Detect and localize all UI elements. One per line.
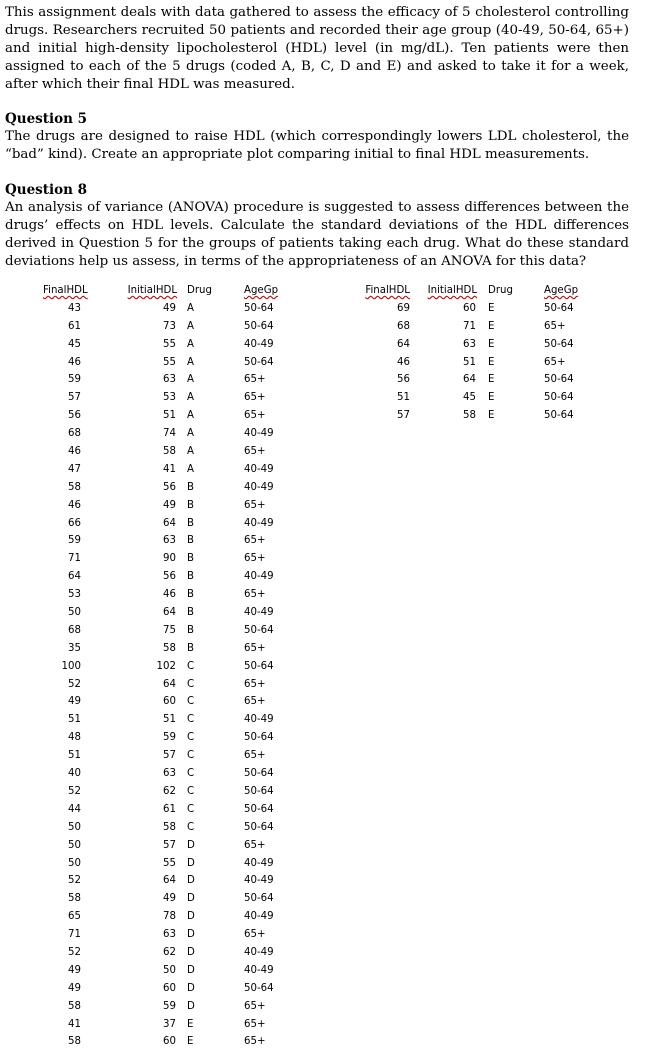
cell-agegp: 40-49 [244, 481, 274, 493]
cell-drug: D [187, 946, 195, 958]
cell-finalhdl: 68 [68, 428, 81, 440]
cell-agegp: 65+ [544, 320, 566, 332]
table-row [0, 303, 330, 321]
cell-initialhdl: 51 [163, 714, 176, 726]
cell-initialhdl: 64 [163, 678, 176, 690]
table-row [0, 321, 330, 339]
table-header [330, 285, 646, 303]
cell-drug: B [187, 642, 194, 654]
cell-drug: B [187, 571, 194, 583]
cell-finalhdl: 65 [68, 911, 81, 923]
cell-initialhdl: 63 [463, 338, 476, 350]
cell-drug: C [187, 750, 195, 762]
cell-finalhdl: 56 [68, 410, 81, 422]
table-row [330, 357, 646, 375]
table-row [0, 786, 330, 804]
cell-drug: E [488, 410, 495, 422]
cell-finalhdl: 46 [68, 446, 81, 458]
cell-initialhdl: 37 [163, 1018, 176, 1030]
header-drug: Drug [488, 285, 513, 296]
cell-agegp: 65+ [244, 535, 266, 547]
cell-drug: C [187, 714, 195, 726]
cell-agegp: 50-64 [244, 732, 274, 744]
table-row [0, 357, 330, 375]
left-data-table [0, 285, 330, 1054]
cell-drug: B [187, 607, 194, 619]
cell-drug: E [488, 356, 495, 368]
table-row [0, 625, 330, 643]
cell-agegp: 50-64 [544, 374, 574, 386]
table-row [0, 374, 330, 392]
cell-agegp: 50-64 [244, 302, 274, 314]
cell-initialhdl: 60 [163, 696, 176, 708]
table-row [0, 392, 330, 410]
table-row [0, 464, 330, 482]
cell-finalhdl: 66 [68, 517, 81, 529]
cell-agegp: 40-49 [244, 428, 274, 440]
cell-finalhdl: 68 [397, 320, 410, 332]
cell-agegp: 50-64 [544, 410, 574, 422]
cell-finalhdl: 52 [68, 946, 81, 958]
cell-drug: E [187, 1036, 194, 1048]
cell-finalhdl: 58 [68, 481, 81, 493]
cell-drug: A [187, 428, 194, 440]
cell-agegp: 40-49 [244, 571, 274, 583]
cell-initialhdl: 61 [163, 803, 176, 815]
right-data-table [330, 285, 646, 428]
cell-finalhdl: 43 [68, 302, 81, 314]
header-agegp: AgeGp [544, 285, 579, 296]
cell-agegp: 65+ [244, 499, 266, 511]
cell-initialhdl: 57 [163, 839, 176, 851]
header-finalhdl: FinalHDL [43, 285, 88, 296]
cell-finalhdl: 46 [68, 499, 81, 511]
cell-initialhdl: 75 [163, 624, 176, 636]
cell-initialhdl: 45 [463, 392, 476, 404]
cell-initialhdl: 90 [163, 553, 176, 565]
cell-initialhdl: 102 [156, 660, 176, 672]
cell-finalhdl: 58 [68, 1000, 81, 1012]
cell-agegp: 40-49 [244, 517, 274, 529]
cell-drug: D [187, 1000, 195, 1012]
cell-agegp: 40-49 [244, 875, 274, 887]
table-row [0, 983, 330, 1001]
table-row [0, 643, 330, 661]
cell-finalhdl: 50 [68, 821, 81, 833]
cell-finalhdl: 52 [68, 785, 81, 797]
cell-finalhdl: 49 [68, 696, 81, 708]
cell-agegp: 50-64 [244, 893, 274, 905]
table-row [0, 911, 330, 929]
cell-drug: A [187, 446, 194, 458]
left-table-body [0, 303, 330, 1054]
cell-initialhdl: 64 [163, 517, 176, 529]
cell-agegp: 50-64 [244, 624, 274, 636]
cell-agegp: 65+ [244, 446, 266, 458]
cell-drug: B [187, 535, 194, 547]
cell-initialhdl: 41 [163, 463, 176, 475]
cell-finalhdl: 50 [68, 839, 81, 851]
cell-initialhdl: 63 [163, 535, 176, 547]
cell-finalhdl: 41 [68, 1018, 81, 1030]
cell-finalhdl: 51 [68, 750, 81, 762]
cell-drug: D [187, 893, 195, 905]
question-5-heading: Question 5 [5, 111, 88, 127]
cell-finalhdl: 71 [68, 929, 81, 941]
cell-agegp: 50-64 [544, 338, 574, 350]
table-row [0, 607, 330, 625]
table-row [0, 500, 330, 518]
table-row [330, 374, 646, 392]
cell-finalhdl: 57 [68, 392, 81, 404]
cell-agegp: 65+ [244, 642, 266, 654]
cell-agegp: 50-64 [244, 785, 274, 797]
cell-agegp: 65+ [244, 410, 266, 422]
cell-finalhdl: 46 [397, 356, 410, 368]
table-row [330, 321, 646, 339]
cell-drug: E [488, 374, 495, 386]
cell-initialhdl: 59 [163, 732, 176, 744]
cell-agegp: 65+ [244, 1000, 266, 1012]
cell-initialhdl: 58 [163, 446, 176, 458]
cell-finalhdl: 52 [68, 678, 81, 690]
cell-drug: C [187, 821, 195, 833]
cell-initialhdl: 60 [163, 982, 176, 994]
table-row [0, 714, 330, 732]
header-initialhdl: InitialHDL [427, 285, 477, 296]
table-row [0, 696, 330, 714]
cell-drug: D [187, 839, 195, 851]
cell-finalhdl: 56 [397, 374, 410, 386]
cell-finalhdl: 69 [397, 302, 410, 314]
table-row [0, 518, 330, 536]
cell-agegp: 40-49 [244, 338, 274, 350]
cell-agegp: 50-64 [544, 392, 574, 404]
cell-initialhdl: 64 [463, 374, 476, 386]
cell-finalhdl: 49 [68, 964, 81, 976]
table-row [0, 804, 330, 822]
header-finalhdl: FinalHDL [365, 285, 410, 296]
cell-agegp: 65+ [244, 589, 266, 601]
header-drug: Drug [187, 285, 212, 296]
cell-drug: D [187, 964, 195, 976]
cell-drug: D [187, 911, 195, 923]
cell-finalhdl: 57 [397, 410, 410, 422]
cell-finalhdl: 71 [68, 553, 81, 565]
cell-drug: B [187, 481, 194, 493]
cell-initialhdl: 64 [163, 607, 176, 619]
cell-finalhdl: 68 [68, 624, 81, 636]
cell-drug: C [187, 660, 195, 672]
table-row [0, 1019, 330, 1037]
cell-initialhdl: 56 [163, 481, 176, 493]
right-table-body [330, 303, 646, 428]
cell-agegp: 50-64 [244, 821, 274, 833]
cell-initialhdl: 49 [163, 893, 176, 905]
table-row [0, 571, 330, 589]
cell-finalhdl: 45 [68, 338, 81, 350]
cell-initialhdl: 55 [163, 356, 176, 368]
cell-initialhdl: 59 [163, 1000, 176, 1012]
table-row [330, 410, 646, 428]
cell-finalhdl: 50 [68, 857, 81, 869]
cell-finalhdl: 50 [68, 607, 81, 619]
table-row [0, 947, 330, 965]
cell-finalhdl: 53 [68, 589, 81, 601]
cell-agegp: 40-49 [244, 946, 274, 958]
cell-initialhdl: 62 [163, 946, 176, 958]
cell-drug: A [187, 374, 194, 386]
cell-drug: D [187, 875, 195, 887]
table-row [330, 339, 646, 357]
cell-finalhdl: 46 [68, 356, 81, 368]
table-row [0, 893, 330, 911]
cell-agegp: 65+ [244, 553, 266, 565]
table-row [0, 1036, 330, 1054]
header-agegp: AgeGp [244, 285, 279, 296]
cell-initialhdl: 71 [463, 320, 476, 332]
cell-drug: A [187, 302, 194, 314]
cell-finalhdl: 48 [68, 732, 81, 744]
table-row [330, 392, 646, 410]
cell-drug: C [187, 785, 195, 797]
cell-agegp: 50-64 [544, 302, 574, 314]
cell-drug: D [187, 982, 195, 994]
cell-agegp: 65+ [244, 750, 266, 762]
cell-finalhdl: 51 [397, 392, 410, 404]
cell-initialhdl: 60 [463, 302, 476, 314]
cell-drug: D [187, 857, 195, 869]
cell-drug: A [187, 356, 194, 368]
cell-drug: C [187, 803, 195, 815]
cell-agegp: 65+ [244, 678, 266, 690]
cell-drug: E [488, 320, 495, 332]
cell-agegp: 40-49 [244, 964, 274, 976]
cell-agegp: 40-49 [244, 463, 274, 475]
cell-initialhdl: 74 [163, 428, 176, 440]
cell-finalhdl: 59 [68, 535, 81, 547]
cell-finalhdl: 58 [68, 893, 81, 905]
cell-initialhdl: 55 [163, 338, 176, 350]
cell-agegp: 40-49 [244, 857, 274, 869]
cell-agegp: 40-49 [244, 714, 274, 726]
cell-finalhdl: 52 [68, 875, 81, 887]
table-row [0, 482, 330, 500]
cell-drug: D [187, 929, 195, 941]
cell-finalhdl: 59 [68, 374, 81, 386]
table-row [0, 965, 330, 983]
cell-agegp: 65+ [244, 374, 266, 386]
cell-drug: B [187, 499, 194, 511]
cell-initialhdl: 64 [163, 875, 176, 887]
cell-agegp: 65+ [244, 839, 266, 851]
cell-drug: C [187, 678, 195, 690]
cell-initialhdl: 53 [163, 392, 176, 404]
cell-initialhdl: 78 [163, 911, 176, 923]
cell-drug: B [187, 624, 194, 636]
table-row [0, 535, 330, 553]
table-row [0, 750, 330, 768]
table-row [0, 858, 330, 876]
cell-finalhdl: 64 [68, 571, 81, 583]
cell-agegp: 65+ [244, 929, 266, 941]
table-row [0, 768, 330, 786]
cell-initialhdl: 58 [163, 642, 176, 654]
table-row [0, 1001, 330, 1019]
cell-agegp: 50-64 [244, 803, 274, 815]
table-row [0, 732, 330, 750]
table-row [0, 553, 330, 571]
cell-agegp: 50-64 [244, 768, 274, 780]
cell-finalhdl: 44 [68, 803, 81, 815]
table-row [0, 589, 330, 607]
question-8-heading: Question 8 [5, 182, 88, 198]
cell-initialhdl: 51 [463, 356, 476, 368]
cell-finalhdl: 51 [68, 714, 81, 726]
cell-drug: C [187, 768, 195, 780]
cell-drug: C [187, 696, 195, 708]
cell-initialhdl: 55 [163, 857, 176, 869]
table-row [0, 428, 330, 446]
cell-initialhdl: 49 [163, 499, 176, 511]
cell-initialhdl: 57 [163, 750, 176, 762]
cell-initialhdl: 63 [163, 768, 176, 780]
cell-initialhdl: 49 [163, 302, 176, 314]
cell-initialhdl: 58 [163, 821, 176, 833]
cell-finalhdl: 61 [68, 320, 81, 332]
table-row [0, 840, 330, 858]
cell-drug: A [187, 463, 194, 475]
cell-drug: A [187, 338, 194, 350]
cell-agegp: 50-64 [244, 660, 274, 672]
cell-finalhdl: 49 [68, 982, 81, 994]
question-8-text: An analysis of variance (ANOVA) procedure is suggested to assess differences between the drugs’ effects on HDL levels. Calculate the standard deviations of the HDL differences derived in Question 5 for the groups of patients taking each drug. What do these standard deviations help us assess, in terms of the appropriateness of an ANOVA for this data? [5, 200, 629, 269]
table-row [0, 339, 330, 357]
table-row [0, 446, 330, 464]
cell-drug: A [187, 410, 194, 422]
cell-agegp: 50-64 [244, 320, 274, 332]
cell-initialhdl: 50 [163, 964, 176, 976]
cell-drug: A [187, 392, 194, 404]
table-row [0, 679, 330, 697]
cell-drug: B [187, 553, 194, 565]
cell-drug: E [488, 392, 495, 404]
cell-drug: C [187, 732, 195, 744]
question-5-text: The drugs are designed to raise HDL (which correspondingly lowers LDL cholesterol, the “bad” kind). Create an appropriate plot comparing initial to final HDL measurements. [5, 129, 629, 162]
cell-finalhdl: 35 [68, 642, 81, 654]
table-row [0, 661, 330, 679]
cell-drug: E [187, 1018, 194, 1030]
cell-agegp: 65+ [244, 1036, 266, 1048]
cell-drug: E [488, 338, 495, 350]
cell-agegp: 40-49 [244, 911, 274, 923]
cell-agegp: 50-64 [244, 356, 274, 368]
cell-initialhdl: 56 [163, 571, 176, 583]
cell-finalhdl: 100 [61, 660, 81, 672]
cell-finalhdl: 47 [68, 463, 81, 475]
cell-drug: B [187, 517, 194, 529]
table-header [0, 285, 330, 303]
cell-finalhdl: 40 [68, 768, 81, 780]
cell-initialhdl: 51 [163, 410, 176, 422]
cell-finalhdl: 64 [397, 338, 410, 350]
header-initialhdl: InitialHDL [127, 285, 177, 296]
cell-initialhdl: 63 [163, 929, 176, 941]
intro-paragraph: This assignment deals with data gathered to assess the efficacy of 5 cholesterol controlling drugs. Researchers recruited 50 patients and recorded their age group (40-49, 50-64, 65+) and initial high-density lipocholesterol (HDL) level (in mg/dL). Ten patients were then assigned to each of the 5 drugs (coded A, B, C, D and E) and asked to take it for a week, after which their final HDL was measured. [5, 5, 629, 92]
cell-agegp: 65+ [244, 696, 266, 708]
cell-drug: E [488, 302, 495, 314]
cell-agegp: 65+ [244, 1018, 266, 1030]
cell-finalhdl: 58 [68, 1036, 81, 1048]
cell-drug: B [187, 589, 194, 601]
table-row [0, 410, 330, 428]
cell-initialhdl: 46 [163, 589, 176, 601]
cell-drug: A [187, 320, 194, 332]
table-row [0, 929, 330, 947]
cell-agegp: 65+ [244, 392, 266, 404]
table-row [330, 303, 646, 321]
cell-initialhdl: 63 [163, 374, 176, 386]
table-row [0, 822, 330, 840]
cell-initialhdl: 62 [163, 785, 176, 797]
cell-initialhdl: 58 [463, 410, 476, 422]
cell-agegp: 65+ [544, 356, 566, 368]
cell-agegp: 40-49 [244, 607, 274, 619]
table-row [0, 875, 330, 893]
cell-initialhdl: 60 [163, 1036, 176, 1048]
cell-initialhdl: 73 [163, 320, 176, 332]
cell-agegp: 50-64 [244, 982, 274, 994]
